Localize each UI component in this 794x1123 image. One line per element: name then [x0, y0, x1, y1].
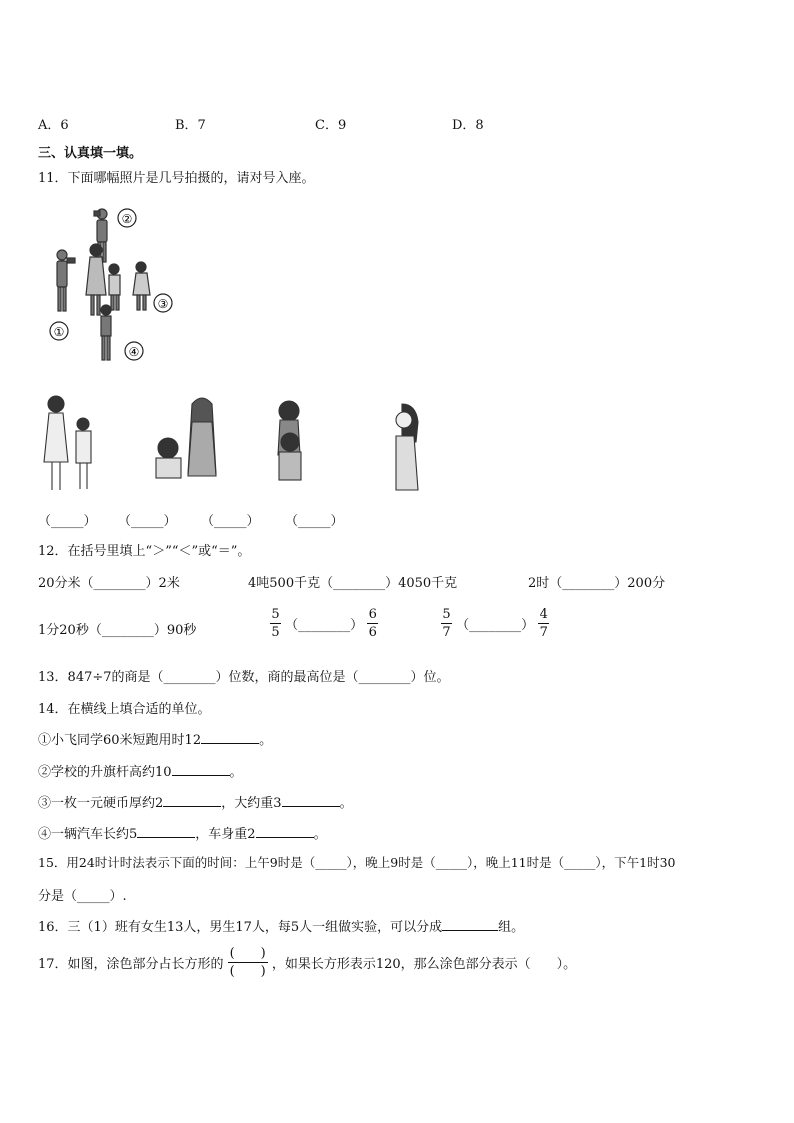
compare-2[interactable]: 4吨500千克（________）4050千克 — [248, 576, 458, 591]
question-11: 11．下面哪幅照片是几号拍摄的，请对号入座。 — [38, 171, 315, 186]
fraction-5-5: $\frac{5}{5}$ — [271, 607, 280, 640]
question-15-line-1[interactable]: 15．用24时计时法表示下面的时间：上午9时是（_____），晚上9时是（_____），晚上11时是（_____），下午1时30 — [38, 855, 676, 870]
question-13[interactable]: 13．847÷7的商是（________）位数，商的最高位是（________）位。 — [38, 670, 450, 685]
units-line-1[interactable]: ①小飞同学60米短跑用时12 。 — [38, 733, 273, 748]
fraction-6-6: $\frac{6}{6}$ — [368, 607, 377, 640]
units-line-4[interactable]: ④一辆汽车长约5 ，车身重2 。 — [38, 827, 327, 842]
compare-4[interactable]: 1分20秒（________）90秒 — [38, 623, 197, 638]
answer-photo-2[interactable]: （_____） — [118, 514, 177, 529]
option-a: A．6 — [38, 118, 69, 133]
question-12: 12．在括号里填上“＞”“＜”或“＝”。 — [38, 544, 251, 559]
question-17[interactable]: 17．如图，涂色部分占长方形的 $\frac{( )}{( )}$ ，如果长方形表示120，那么涂色部分表示（ ）。 — [38, 946, 577, 979]
answer-photo-1[interactable]: （_____） — [38, 514, 97, 529]
compare-5[interactable]: $\frac{5}{5}$ （________） $\frac{6}{6}$ — [271, 607, 377, 640]
photo-1-figure — [40, 392, 102, 494]
units-line-3[interactable]: ③一枚一元硬币厚约2 ，大约重3 。 — [38, 796, 353, 811]
camera-scene-figure — [40, 200, 180, 370]
photo-2-figure — [150, 392, 225, 482]
question-15-line-2[interactable]: 分是（_____）. — [38, 889, 127, 904]
answer-photo-3[interactable]: （_____） — [201, 514, 260, 529]
photo-4-figure — [382, 402, 432, 494]
option-d: D．8 — [452, 118, 484, 133]
question-16[interactable]: 16．三（1）班有女生13人，男生17人，每5人一组做实验，可以分成 组。 — [38, 920, 525, 935]
photo-3-figure — [270, 400, 315, 485]
question-14: 14．在横线上填合适的单位。 — [38, 702, 211, 717]
compare-3[interactable]: 2时（________）200分 — [528, 576, 666, 591]
option-c: C．9 — [315, 118, 347, 133]
answer-photo-4[interactable]: （_____） — [285, 514, 344, 529]
compare-1[interactable]: 20分米（________）2米 — [38, 576, 180, 591]
marker-4: ④ — [128, 345, 140, 359]
blank-fraction[interactable]: $\frac{( )}{( )}$ — [229, 946, 266, 979]
marker-2: ② — [121, 212, 133, 226]
marker-1: ① — [53, 325, 65, 339]
marker-3: ③ — [157, 297, 169, 311]
fraction-4-7: $\frac{4}{7}$ — [539, 607, 548, 640]
compare-6[interactable]: $\frac{5}{7}$ （________） $\frac{4}{7}$ — [442, 607, 548, 640]
fraction-5-7: $\frac{5}{7}$ — [442, 607, 451, 640]
option-b: B．7 — [175, 118, 206, 133]
units-line-2[interactable]: ②学校的升旗杆高约10 。 — [38, 765, 243, 780]
section-heading: 三、认真填一填。 — [38, 146, 143, 161]
